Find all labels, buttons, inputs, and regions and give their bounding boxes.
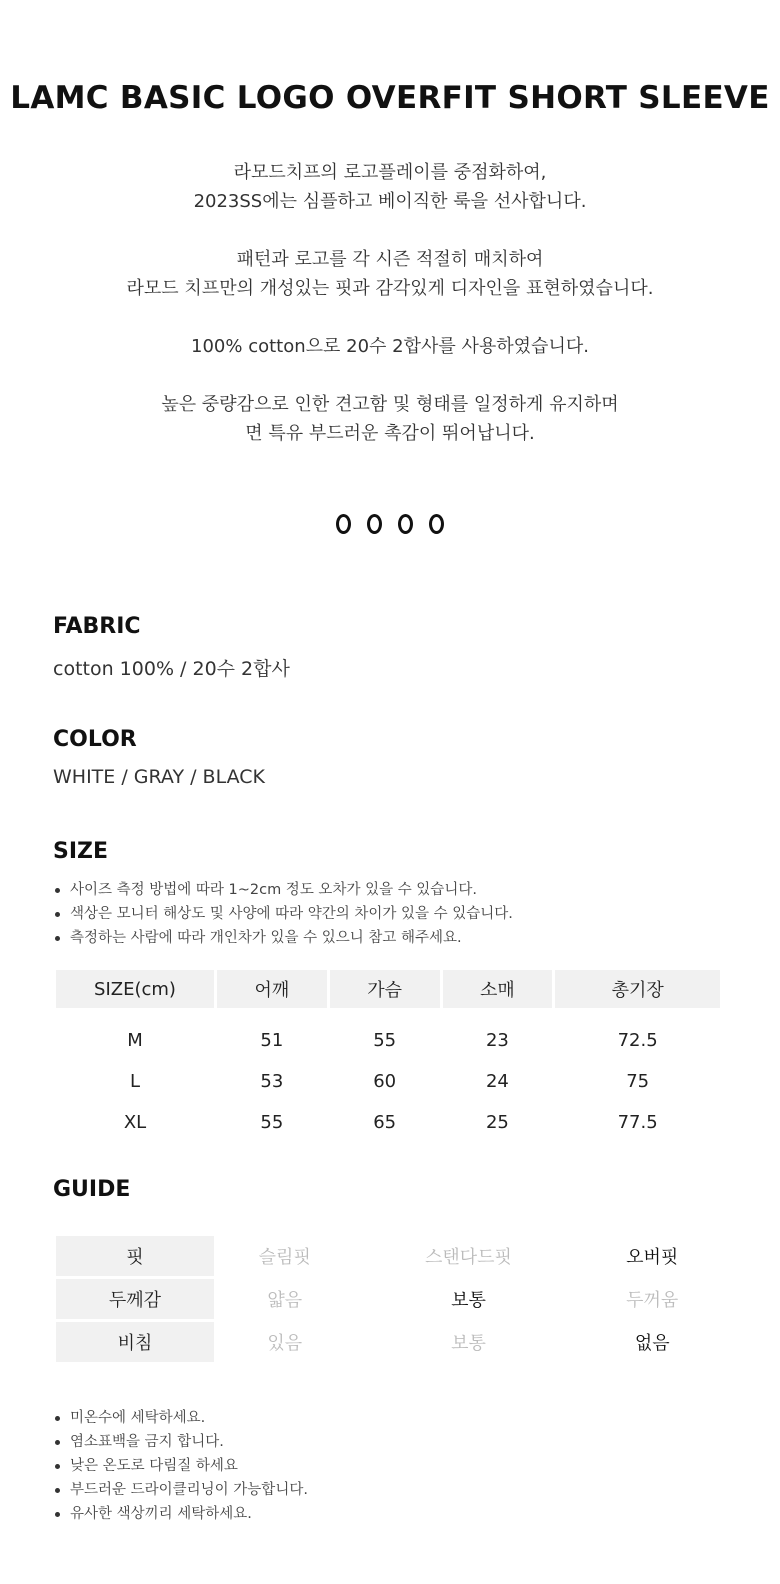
column-header: SIZE(cm): [56, 970, 214, 1008]
description-paragraph: [0, 245, 780, 303]
description-line: 패턴과 로고를 각 시즌 적절히 매치하여: [236, 249, 544, 270]
fabric-heading: FABRIC: [53, 614, 141, 639]
size-cell: 55: [260, 1112, 284, 1133]
guide-option: 없음: [634, 1333, 670, 1354]
ring-icon: [398, 514, 413, 534]
size-table-header: [56, 970, 720, 1008]
product-description: [0, 158, 780, 448]
guide-option: 슬림핏: [258, 1247, 311, 1268]
guide-table: [53, 1233, 723, 1365]
size-note: 측정하는 사람에 따라 개인차가 있을 수 있으니 참고 해주세요.: [53, 926, 513, 950]
guide-row: [56, 1236, 720, 1276]
guide-option: 두꺼움: [626, 1290, 679, 1311]
size-cell: 65: [373, 1112, 397, 1133]
description-line: 높은 중량감으로 인한 견고함 및 형태를 일정하게 유지하며: [161, 394, 619, 415]
care-item: 유사한 색상끼리 세탁하세요.: [53, 1502, 308, 1526]
size-note: 색상은 모니터 해상도 및 사양에 따라 약간의 차이가 있을 수 있습니다.: [53, 902, 513, 926]
size-cell: 51: [260, 1030, 284, 1051]
guide-row: [56, 1279, 720, 1319]
color-heading: COLOR: [53, 727, 137, 752]
guide-option: 스탠다드핏: [425, 1247, 512, 1268]
size-note: 사이즈 측정 방법에 따라 1~2cm 정도 오차가 있을 수 있습니다.: [53, 878, 513, 902]
decorative-dots: [0, 514, 780, 534]
size-cell: 72.5: [617, 1030, 658, 1051]
guide-option: 오버핏: [626, 1247, 679, 1268]
description-paragraph: [0, 390, 780, 448]
guide-option: 보통: [451, 1290, 486, 1311]
guide-row: [56, 1322, 720, 1362]
care-item: 염소표백을 금지 합니다.: [53, 1430, 308, 1454]
column-header: 가슴: [330, 970, 440, 1008]
guide-label: 비침: [56, 1322, 214, 1362]
ring-icon: [367, 514, 382, 534]
size-cell: M: [127, 1030, 143, 1051]
size-cell: 25: [485, 1112, 509, 1133]
table-row: [56, 1102, 720, 1143]
size-cell: 53: [260, 1071, 284, 1092]
care-item: 부드러운 드라이클리닝이 가능합니다.: [53, 1478, 308, 1502]
description-paragraph: [0, 332, 780, 361]
size-cell: L: [129, 1071, 141, 1092]
color-value: WHITE / GRAY / BLACK: [53, 766, 265, 788]
fabric-value: cotton 100% / 20수 2합사: [53, 658, 290, 680]
description-line: 라모드 치프만의 개성있는 핏과 감각있게 디자인을 표현하였습니다.: [126, 278, 654, 299]
column-header: 소매: [443, 970, 553, 1008]
size-cell: 75: [626, 1071, 650, 1092]
table-row: [56, 1061, 720, 1102]
size-cell: 60: [373, 1071, 397, 1092]
size-cell: 24: [485, 1071, 509, 1092]
guide-label: 두께감: [56, 1279, 214, 1319]
column-header: 총기장: [555, 970, 720, 1008]
care-item: 낮은 온도로 다림질 하세요: [53, 1454, 308, 1478]
description-line: 라모드치프의 로고플레이를 중점화하여,: [233, 162, 547, 183]
guide-label: 핏: [56, 1236, 214, 1276]
description-line: 100% cotton으로 20수 2합사를 사용하였습니다.: [191, 336, 589, 357]
guide-heading: GUIDE: [53, 1177, 131, 1202]
size-heading: SIZE: [53, 839, 109, 864]
ring-icon: [429, 514, 444, 534]
size-table: [53, 970, 723, 1143]
size-cell: XL: [123, 1112, 147, 1133]
guide-option: 있음: [267, 1333, 303, 1354]
ring-icon: [336, 514, 351, 534]
care-item: 미온수에 세탁하세요.: [53, 1406, 308, 1430]
guide-option: 보통: [451, 1333, 486, 1354]
size-cell: 77.5: [617, 1112, 658, 1133]
column-header: 어깨: [217, 970, 327, 1008]
size-cell: 23: [485, 1030, 509, 1051]
size-cell: 55: [373, 1030, 397, 1051]
size-notes: [53, 878, 513, 950]
guide-option: 얇음: [267, 1290, 303, 1311]
care-instructions: [53, 1406, 308, 1526]
description-line: 면 특유 부드러운 촉감이 뛰어납니다.: [245, 423, 535, 444]
description-paragraph: [0, 158, 780, 216]
table-row: [56, 1008, 720, 1061]
product-title: LAMC BASIC LOGO OVERFIT SHORT SLEEVE: [10, 80, 770, 116]
description-line: 2023SS에는 심플하고 베이직한 룩을 선사합니다.: [193, 191, 587, 212]
